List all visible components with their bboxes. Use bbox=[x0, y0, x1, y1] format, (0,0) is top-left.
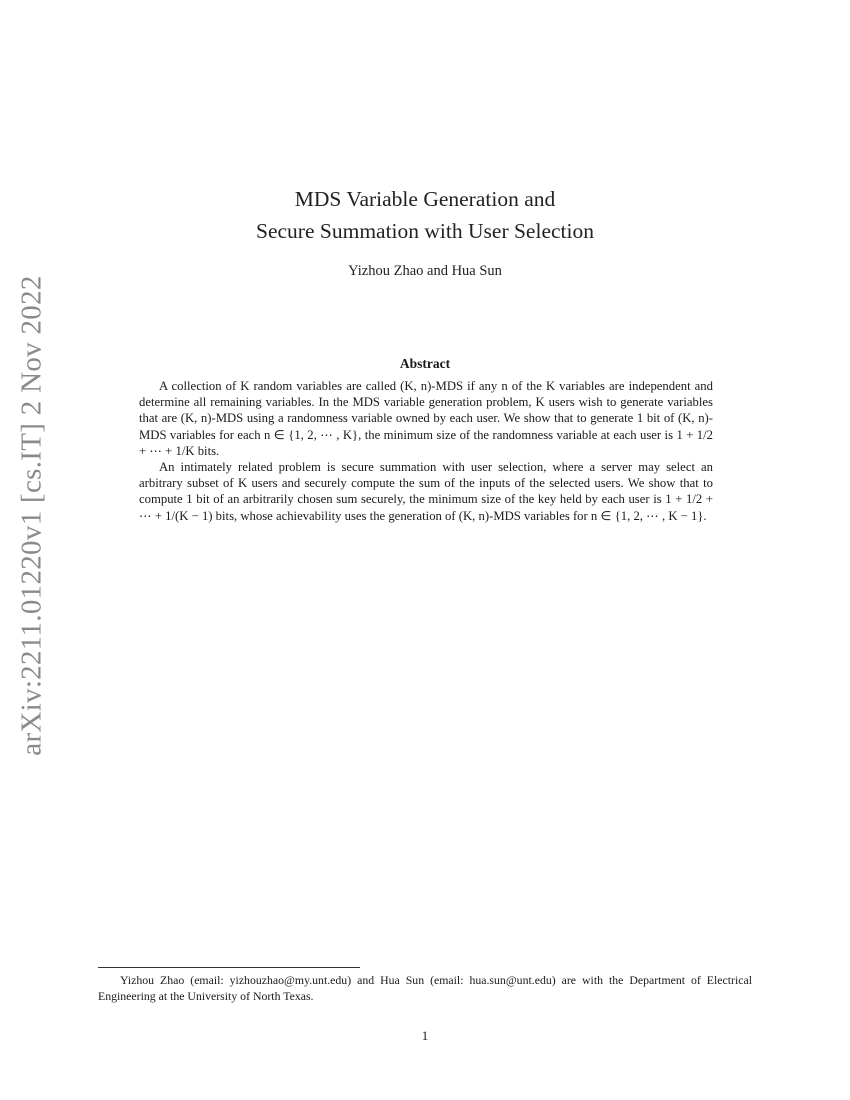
page-number: 1 bbox=[421, 1028, 429, 1043]
abstract-paragraph-2: An intimately related problem is secure summation with user selection, where a server may select an arbitrary subset of K users and securely compute the sum of the inputs of the selected users. We show that to compute 1 bit of an arbitrarily chosen sum securely, the minimum size of the key held by each user is 1 + 1/2 + ⋯ + 1/(K − 1) bits, whose achievability uses the generation of (K, n)-MDS variables for n ∈ {1, 2, ⋯ , K − 1}. bbox=[139, 460, 713, 523]
abstract-body bbox=[139, 378, 713, 524]
footnote-text: Yizhou Zhao (email: yizhouzhao@my.unt.edu) and Hua Sun (email: hua.sun@unt.edu) are with the Department of Electrical Engineering at the University of North Texas. bbox=[98, 973, 752, 1003]
paper-title-line-1: MDS Variable Generation and bbox=[294, 187, 556, 211]
abstract-heading: Abstract bbox=[399, 356, 451, 371]
paper-authors: Yizhou Zhao and Hua Sun bbox=[348, 263, 502, 279]
paper-title bbox=[0, 183, 850, 247]
arxiv-identifier-stamp bbox=[2, 274, 62, 756]
arxiv-identifier-text: arXiv:2211.01220v1 [cs.IT] 2 Nov 2022 bbox=[15, 274, 48, 756]
abstract-paragraph-1: A collection of K random variables are called (K, n)-MDS if any n of the K variables are independent and determine all remaining variables. In the MDS variable generation problem, K users wish to generate variables that are (K, n)-MDS using a randomness variable owned by each user. We show that to generate 1 bit of (K, n)-MDS variables for each n ∈ {1, 2, ⋯ , K}, the minimum size of the randomness variable at each user is 1 + 1/2 + ⋯ + 1/K bits. bbox=[139, 379, 713, 458]
author-affiliation-footnote bbox=[98, 972, 752, 1004]
paper-title-line-2: Secure Summation with User Selection bbox=[256, 219, 594, 243]
footnote-divider bbox=[98, 967, 360, 968]
